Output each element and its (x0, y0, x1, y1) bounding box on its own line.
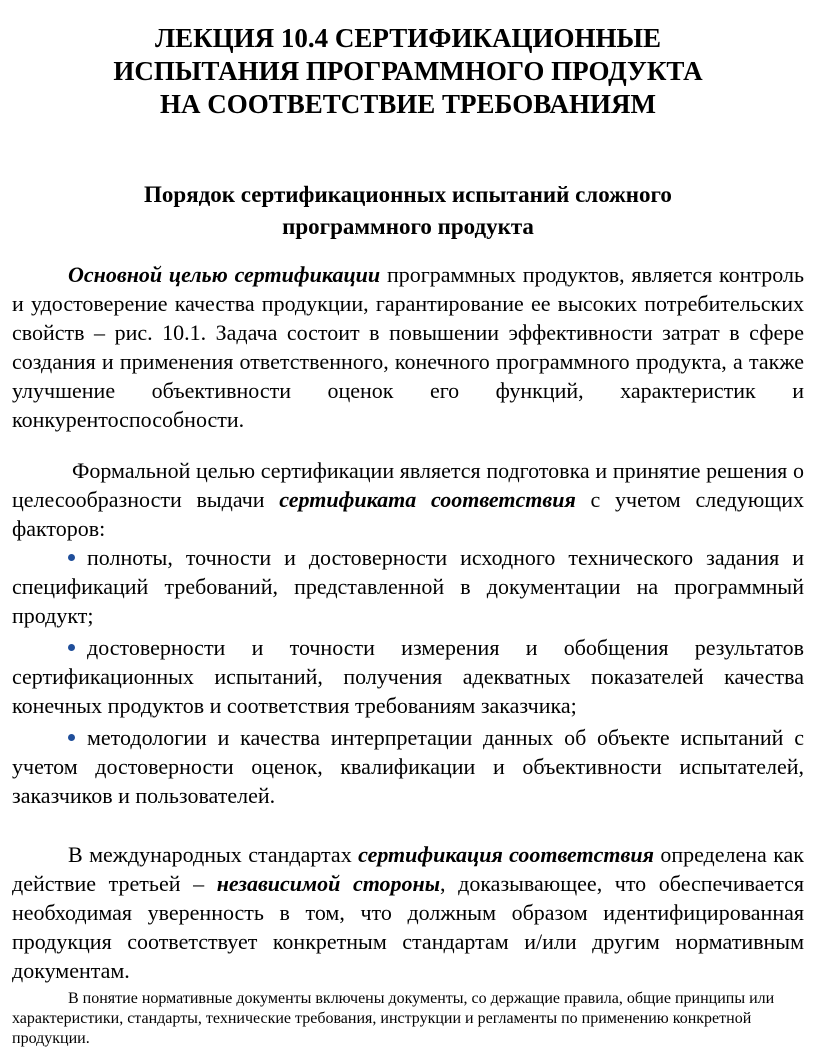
paragraph-formal-goal (12, 456, 804, 543)
bullet-icon (68, 554, 75, 561)
list-item (12, 723, 804, 810)
lecture-title-line-2: ИСПЫТАНИЯ ПРОГРАММНОГО ПРОДУКТА (113, 56, 703, 86)
section-heading-line-2: программного продукта (282, 214, 534, 239)
main-goal-emphasis: Основной целью сертификации (68, 262, 381, 287)
list-item-text: методологии и качества интерпретации данных об объекте испытаний с учетом достоверности оценок, квалификации и объективности испытателей, заказчиков и пользователей. (12, 725, 804, 808)
formal-goal-text-after: с учетом следующих факторов: (12, 487, 805, 541)
standards-text-1: В международных стандартах (68, 842, 359, 867)
footnote: В понятие нормативные документы включены документы, со держащие правила, общие принципы или характеристики, стандарты, технические требования, инструкции и регламенты по применению конкретной продукции. (12, 990, 775, 1047)
paragraph-main-goal (12, 260, 804, 434)
lecture-title (12, 0, 804, 121)
section-heading-line-1: Порядок сертификационных испытаний сложного (144, 182, 672, 207)
list-item-text: достоверности и точности измерения и обобщения результатов сертификационных испытаний, получения адекватных показателей качества конечных продуктов и соответствия требованиям заказчика; (12, 635, 804, 718)
list-item (12, 543, 804, 630)
standards-emphasis-2: независимой стороны (216, 871, 441, 896)
bullet-icon (68, 644, 75, 651)
list-item-text: полноты, точности и достоверности исходного технического задания и спецификаций требований, представленной в документации на программный продукт; (12, 545, 804, 628)
list-item (12, 633, 804, 720)
section-heading (12, 179, 804, 243)
standards-text-2: определена как действие третьей – (12, 842, 804, 896)
paragraph-international-standards (12, 840, 804, 985)
formal-goal-text-before: Формальной целью сертификации является подготовка и принятие решения о целесообразности выдачи (12, 458, 804, 512)
standards-text-3: , доказывающее, что обеспечивается необходимая уверенность в том, что должным образом идентифицированная продукция соответствует конкретным стандартам и/или другим нормативным документам. (12, 871, 804, 983)
lecture-title-line-3: НА СООТВЕТСТВИЕ ТРЕБОВАНИЯМ (159, 89, 657, 119)
formal-goal-emphasis: сертификата соответствия (279, 487, 576, 512)
lecture-title-line-1: ЛЕКЦИЯ 10.4 СЕРТИФИКАЦИОННЫЕ (154, 23, 662, 53)
bullet-icon (68, 734, 75, 741)
standards-emphasis-1: сертификация соответствия (358, 842, 654, 867)
main-goal-text: программных продуктов, является контроль и удостоверение качества продукции, гарантирование ее высоких потребительских свойств – рис. 10.1. Задача состоит в повышении эффективности затрат в сфере создания и применения ответственного, конечного программного продукта, а также улучшение объективности оценок его функций, характеристик и конкурентоспособности. (12, 262, 805, 432)
factors-list (12, 543, 804, 810)
